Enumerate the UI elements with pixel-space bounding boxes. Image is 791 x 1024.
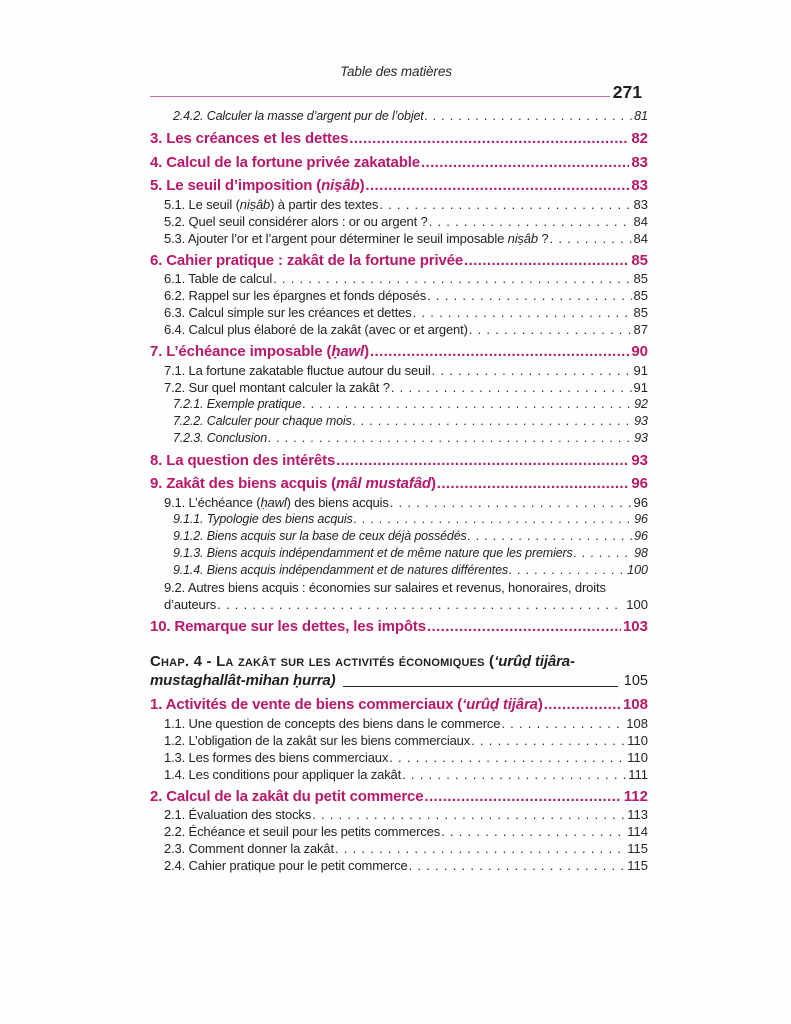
toc-entry-label (164, 270, 272, 287)
toc-entry-text: 1.4. Les conditions pour appliquer la zakât (164, 766, 402, 782)
toc-entry-text: 3. Les créances et les dettes (150, 130, 349, 147)
toc-entry-label (150, 696, 543, 715)
toc-entry-text: niṣâb (321, 177, 360, 194)
toc-entry-text: 2.3. Comment donner la zakât (164, 841, 334, 856)
toc-entry-label (164, 840, 334, 857)
toc-entry-text: 5.3. Ajouter l’or et l’argent pour déterminer le seuil imposable (164, 230, 508, 246)
toc-entry-label (173, 528, 467, 545)
toc-list (150, 108, 648, 874)
toc-entry-page: 108 (626, 715, 648, 731)
toc-chapter-heading (150, 652, 648, 691)
toc-entry (150, 545, 648, 562)
toc-entry-text: 2.4.2. Calculer la masse d’argent pur de l’objet (173, 109, 424, 123)
toc-entry-page: 84 (633, 230, 648, 246)
toc-entry-page: 83 (631, 177, 648, 194)
toc-entry-text: 2.1. Évaluation des stocks (164, 807, 312, 822)
toc-entry-page: 93 (634, 430, 648, 445)
toc-entry (150, 196, 648, 213)
leader-dots (421, 154, 629, 173)
toc-entry-text: mâl mustafâd (336, 475, 431, 492)
toc-entry (150, 618, 648, 637)
toc-entry-page: 100 (627, 562, 648, 577)
leader-dots (544, 696, 621, 715)
toc-entry (150, 287, 648, 304)
toc-entry-page: 83 (631, 153, 648, 171)
toc-entry-text: 1.3. Les formes des biens commerciaux (164, 749, 389, 765)
toc-entry (150, 823, 648, 840)
toc-entry-text: 6.1. Table de calcul (164, 271, 273, 286)
toc-entry-page: 96 (634, 511, 648, 526)
toc-entry-page: 81 (634, 109, 648, 123)
toc-entry-text: 2.4. Cahier pratique pour le petit commerce (164, 858, 408, 873)
toc-entry (150, 528, 648, 545)
toc-entry-text: mustaghallât-mihan ḥurra) (150, 672, 336, 689)
toc-entry (150, 362, 648, 379)
toc-entry (150, 562, 648, 579)
toc-entry (150, 511, 648, 528)
leader-dots (471, 732, 625, 749)
leader-dots (365, 177, 629, 196)
leader-dots (391, 379, 632, 396)
leader-dots (413, 304, 632, 321)
toc-entry-text: 6. Cahier pratique : zakât de la fortune privée (150, 251, 464, 269)
toc-entry-label (164, 213, 428, 230)
toc-entry-label (164, 823, 440, 840)
toc-entry-text: ) (537, 696, 543, 713)
toc-entry-label (150, 475, 436, 494)
toc-entry (150, 413, 648, 430)
toc-entry-text: 4. Calcul de la fortune privée zakatable (150, 153, 420, 171)
toc-entry (150, 304, 648, 321)
toc-entry-label (173, 545, 573, 562)
toc-entry-text: 10. Remarque sur les dettes, les impôts (150, 617, 426, 635)
toc-entry-page: 85 (631, 251, 648, 269)
leader-dots (402, 766, 626, 783)
toc-entry-label (173, 562, 508, 579)
toc-entry-page: 113 (627, 807, 648, 822)
leader-dots (268, 430, 632, 447)
toc-entry-label (150, 452, 335, 471)
toc-entry-text: ‘urûḍ tijâra- (494, 653, 575, 670)
toc-entry-label (164, 715, 500, 732)
toc-entry-text: 2. Calcul de la zakât du petit commerce (150, 787, 424, 805)
toc-entry-label (164, 766, 401, 783)
toc-entry-text: 7. L’échéance imposable ( (150, 343, 332, 360)
toc-entry-label (164, 379, 390, 396)
toc-entry-label (150, 343, 369, 362)
toc-entry (150, 108, 648, 125)
toc-entry-label (173, 413, 352, 430)
toc-entry-text: 1.1. Une question de concepts des biens dans le commerce (164, 715, 501, 731)
toc-entry-page: 115 (627, 841, 648, 856)
toc-entry-page: 111 (628, 766, 648, 782)
toc-entry-text: 7.1. La fortune zakatable fluctue autour du seuil (164, 362, 431, 378)
toc-entry (150, 177, 648, 196)
toc-entry-text: 8. La question des intérêts (150, 451, 336, 469)
toc-entry-page: 114 (627, 824, 648, 839)
toc-entry-text: 6.3. Calcul simple sur les créances et dettes (164, 305, 412, 320)
leader-dots (469, 321, 632, 338)
toc-entry (150, 840, 648, 857)
leader-dots (312, 806, 625, 823)
toc-entry-page: 96 (633, 494, 648, 510)
toc-entry-text: ḥawl (260, 494, 287, 510)
toc-entry-text: ) (430, 475, 436, 492)
toc-entry-text: 5.2. Quel seuil considérer alors : or ou argent ? (164, 213, 428, 229)
toc-entry-label (150, 154, 420, 173)
toc-entry (150, 430, 648, 447)
toc-entry-label (164, 304, 412, 321)
toc-entry (150, 213, 648, 230)
toc-entry-label (164, 321, 468, 338)
toc-entry-text: 7.2. Sur quel montant calculer la zakât ? (164, 379, 390, 395)
toc-entry-label (173, 430, 267, 447)
toc-entry-page: 92 (634, 396, 648, 411)
toc-entry-label (164, 857, 408, 874)
toc-entry-page: 103 (622, 617, 648, 635)
leader-dots (370, 343, 629, 362)
toc-entry-label-continued (164, 596, 216, 613)
leader-dots (217, 596, 624, 613)
toc-entry-label-continued (150, 671, 335, 690)
toc-entry (150, 396, 648, 413)
leader-dots (273, 270, 631, 287)
toc-entry-text: ) (359, 177, 365, 194)
toc-entry-text: ) des biens acquis (286, 494, 389, 510)
toc-entry (150, 749, 648, 766)
leader-dots (427, 618, 621, 637)
toc-entry-page: 90 (631, 343, 648, 360)
toc-entry (150, 130, 648, 149)
leader-dots (437, 475, 630, 494)
toc-entry-page: 87 (633, 322, 648, 337)
toc-entry-text: 5.1. Le seuil ( (164, 196, 240, 212)
toc-entry-page: 85 (633, 288, 648, 303)
toc-entry-label (164, 230, 549, 247)
leader-dots (336, 452, 629, 471)
toc-entry-label (164, 806, 311, 823)
toc-entry (150, 154, 648, 173)
toc-entry-text: 5. Le seuil d’imposition ( (150, 177, 322, 194)
toc-entry-text: 1.2. L’obligation de la zakât sur les biens commerciaux (164, 732, 471, 748)
toc-entry (150, 452, 648, 471)
toc-entry-page: 91 (633, 362, 648, 378)
toc-entry (150, 696, 648, 715)
toc-entry-page: 115 (627, 858, 648, 873)
toc-entry (150, 230, 648, 247)
toc-entry (150, 494, 648, 511)
toc-entry-label (173, 396, 302, 413)
toc-entry-text: Chap. 4 - La zakât sur les activités économiques ( (150, 653, 495, 670)
toc-entry-text: niṣâb (507, 230, 538, 246)
leader-dots (501, 715, 624, 732)
leader-dots (349, 130, 629, 149)
leader-dots (441, 823, 625, 840)
toc-entry (150, 343, 648, 362)
toc-entry (150, 715, 648, 732)
leader-dots (390, 494, 632, 511)
toc-entry (150, 766, 648, 783)
toc-entry (150, 857, 648, 874)
toc-entry (150, 475, 648, 494)
toc-entry-text: 9. Zakât des biens acquis ( (150, 475, 337, 492)
leader-dots (425, 108, 633, 125)
leader-dots (409, 857, 626, 874)
toc-entry-label (164, 196, 378, 213)
toc-entry-page: 96 (631, 475, 648, 492)
leader-dots (429, 213, 632, 230)
toc-entry-page: 93 (634, 413, 648, 428)
toc-entry-page: 96 (634, 528, 648, 543)
toc-entry-text: 2.2. Échéance et seuil pour les petits commerces (164, 824, 441, 839)
toc-entry (150, 579, 648, 613)
toc-entry-page: 98 (634, 545, 648, 560)
toc-entry-text: 9.1.3. Biens acquis indépendamment et de même nature que les premiers (173, 545, 573, 560)
toc-entry-label (164, 732, 470, 749)
toc-entry-text: ? (537, 230, 549, 246)
toc-entry (150, 732, 648, 749)
toc-entry-label (150, 130, 348, 149)
toc-entry-text: 6.4. Calcul plus élaboré de la zakât (avec or et argent) (164, 322, 468, 337)
toc-entry-text: 6.2. Rappel sur les épargnes et fonds déposés (164, 288, 427, 303)
toc-entry-text: 7.2.3. Conclusion (173, 430, 268, 445)
leader-dots (335, 840, 625, 857)
toc-entry-page: 84 (633, 213, 648, 229)
toc-entry (150, 788, 648, 807)
toc-entry-page: 110 (627, 749, 648, 765)
toc-entry-label (150, 177, 364, 196)
leader-dots (427, 287, 631, 304)
toc-entry (150, 806, 648, 823)
toc-entry (150, 252, 648, 271)
toc-entry-text: 9.2. Autres biens acquis : économies sur salaires et revenus, honoraires, droits (164, 579, 606, 595)
leader-dots (343, 686, 617, 687)
toc-entry-label (164, 494, 389, 511)
toc-entry-text: niṣâb (239, 196, 271, 212)
toc-entry-label (164, 362, 431, 379)
toc-entry-label (164, 749, 388, 766)
leader-dots (550, 230, 632, 247)
header-rule-row (150, 82, 642, 103)
running-header-title: Table des matières (340, 64, 452, 79)
toc-entry-page: 82 (631, 130, 648, 147)
toc-entry-text: 9.1. L’échéance ( (164, 494, 261, 510)
toc-entry-page: 85 (633, 305, 648, 320)
toc-entry (150, 270, 648, 287)
toc-entry-page: 91 (633, 379, 648, 395)
leader-dots (464, 252, 629, 271)
toc-entry-page: 83 (633, 196, 648, 212)
toc-entry-text: 9.1.4. Biens acquis indépendamment et de natures différentes (173, 562, 508, 577)
leader-dots (574, 545, 632, 562)
toc-entry-label (150, 252, 463, 271)
toc-entry-label (150, 618, 426, 637)
leader-dots (303, 396, 633, 413)
toc-entry-page: 93 (631, 451, 648, 469)
leader-dots (389, 749, 625, 766)
toc-entry-page: 108 (622, 696, 648, 713)
page-number: 271 (612, 82, 642, 102)
toc-entry-page: 100 (626, 596, 648, 612)
toc-entry-label (164, 579, 606, 596)
toc-entry-text: ) à partir des textes (270, 196, 379, 212)
leader-dots (354, 511, 632, 528)
page-header (150, 64, 642, 103)
toc-entry-label (150, 788, 423, 807)
toc-entry-text: d’auteurs (164, 596, 217, 612)
header-rule (150, 96, 610, 97)
toc-entry-page: 112 (623, 787, 648, 805)
toc-entry (150, 379, 648, 396)
toc-entry-page: 85 (633, 271, 648, 286)
toc-entry-text: 7.2.2. Calculer pour chaque mois (173, 413, 352, 428)
toc-entry-label (173, 511, 353, 528)
leader-dots (353, 413, 632, 430)
leader-dots (432, 362, 632, 379)
toc-entry (150, 321, 648, 338)
toc-entry-text: ) (364, 343, 369, 360)
toc-entry-text: ‘urûḍ tijâra (462, 696, 538, 713)
toc-entry-text: 1. Activités de vente de biens commerciaux ( (150, 696, 463, 713)
leader-dots (509, 562, 625, 579)
toc-entry-text: 9.1.2. Biens acquis sur la base de ceux déjà possédés (173, 528, 467, 543)
toc-entry-label (150, 652, 575, 671)
leader-dots (424, 788, 621, 807)
leader-dots (468, 528, 632, 545)
toc-entry-text: ḥawl (331, 343, 365, 360)
toc-entry-label (173, 108, 424, 125)
toc-entry-text: 9.1.1. Typologie des biens acquis (173, 511, 353, 526)
toc-entry-text: 7.2.1. Exemple pratique (173, 396, 302, 411)
toc-entry-page: 105 (623, 673, 648, 689)
toc-entry-page: 110 (627, 732, 648, 748)
toc-entry-label (164, 287, 426, 304)
leader-dots (379, 196, 631, 213)
